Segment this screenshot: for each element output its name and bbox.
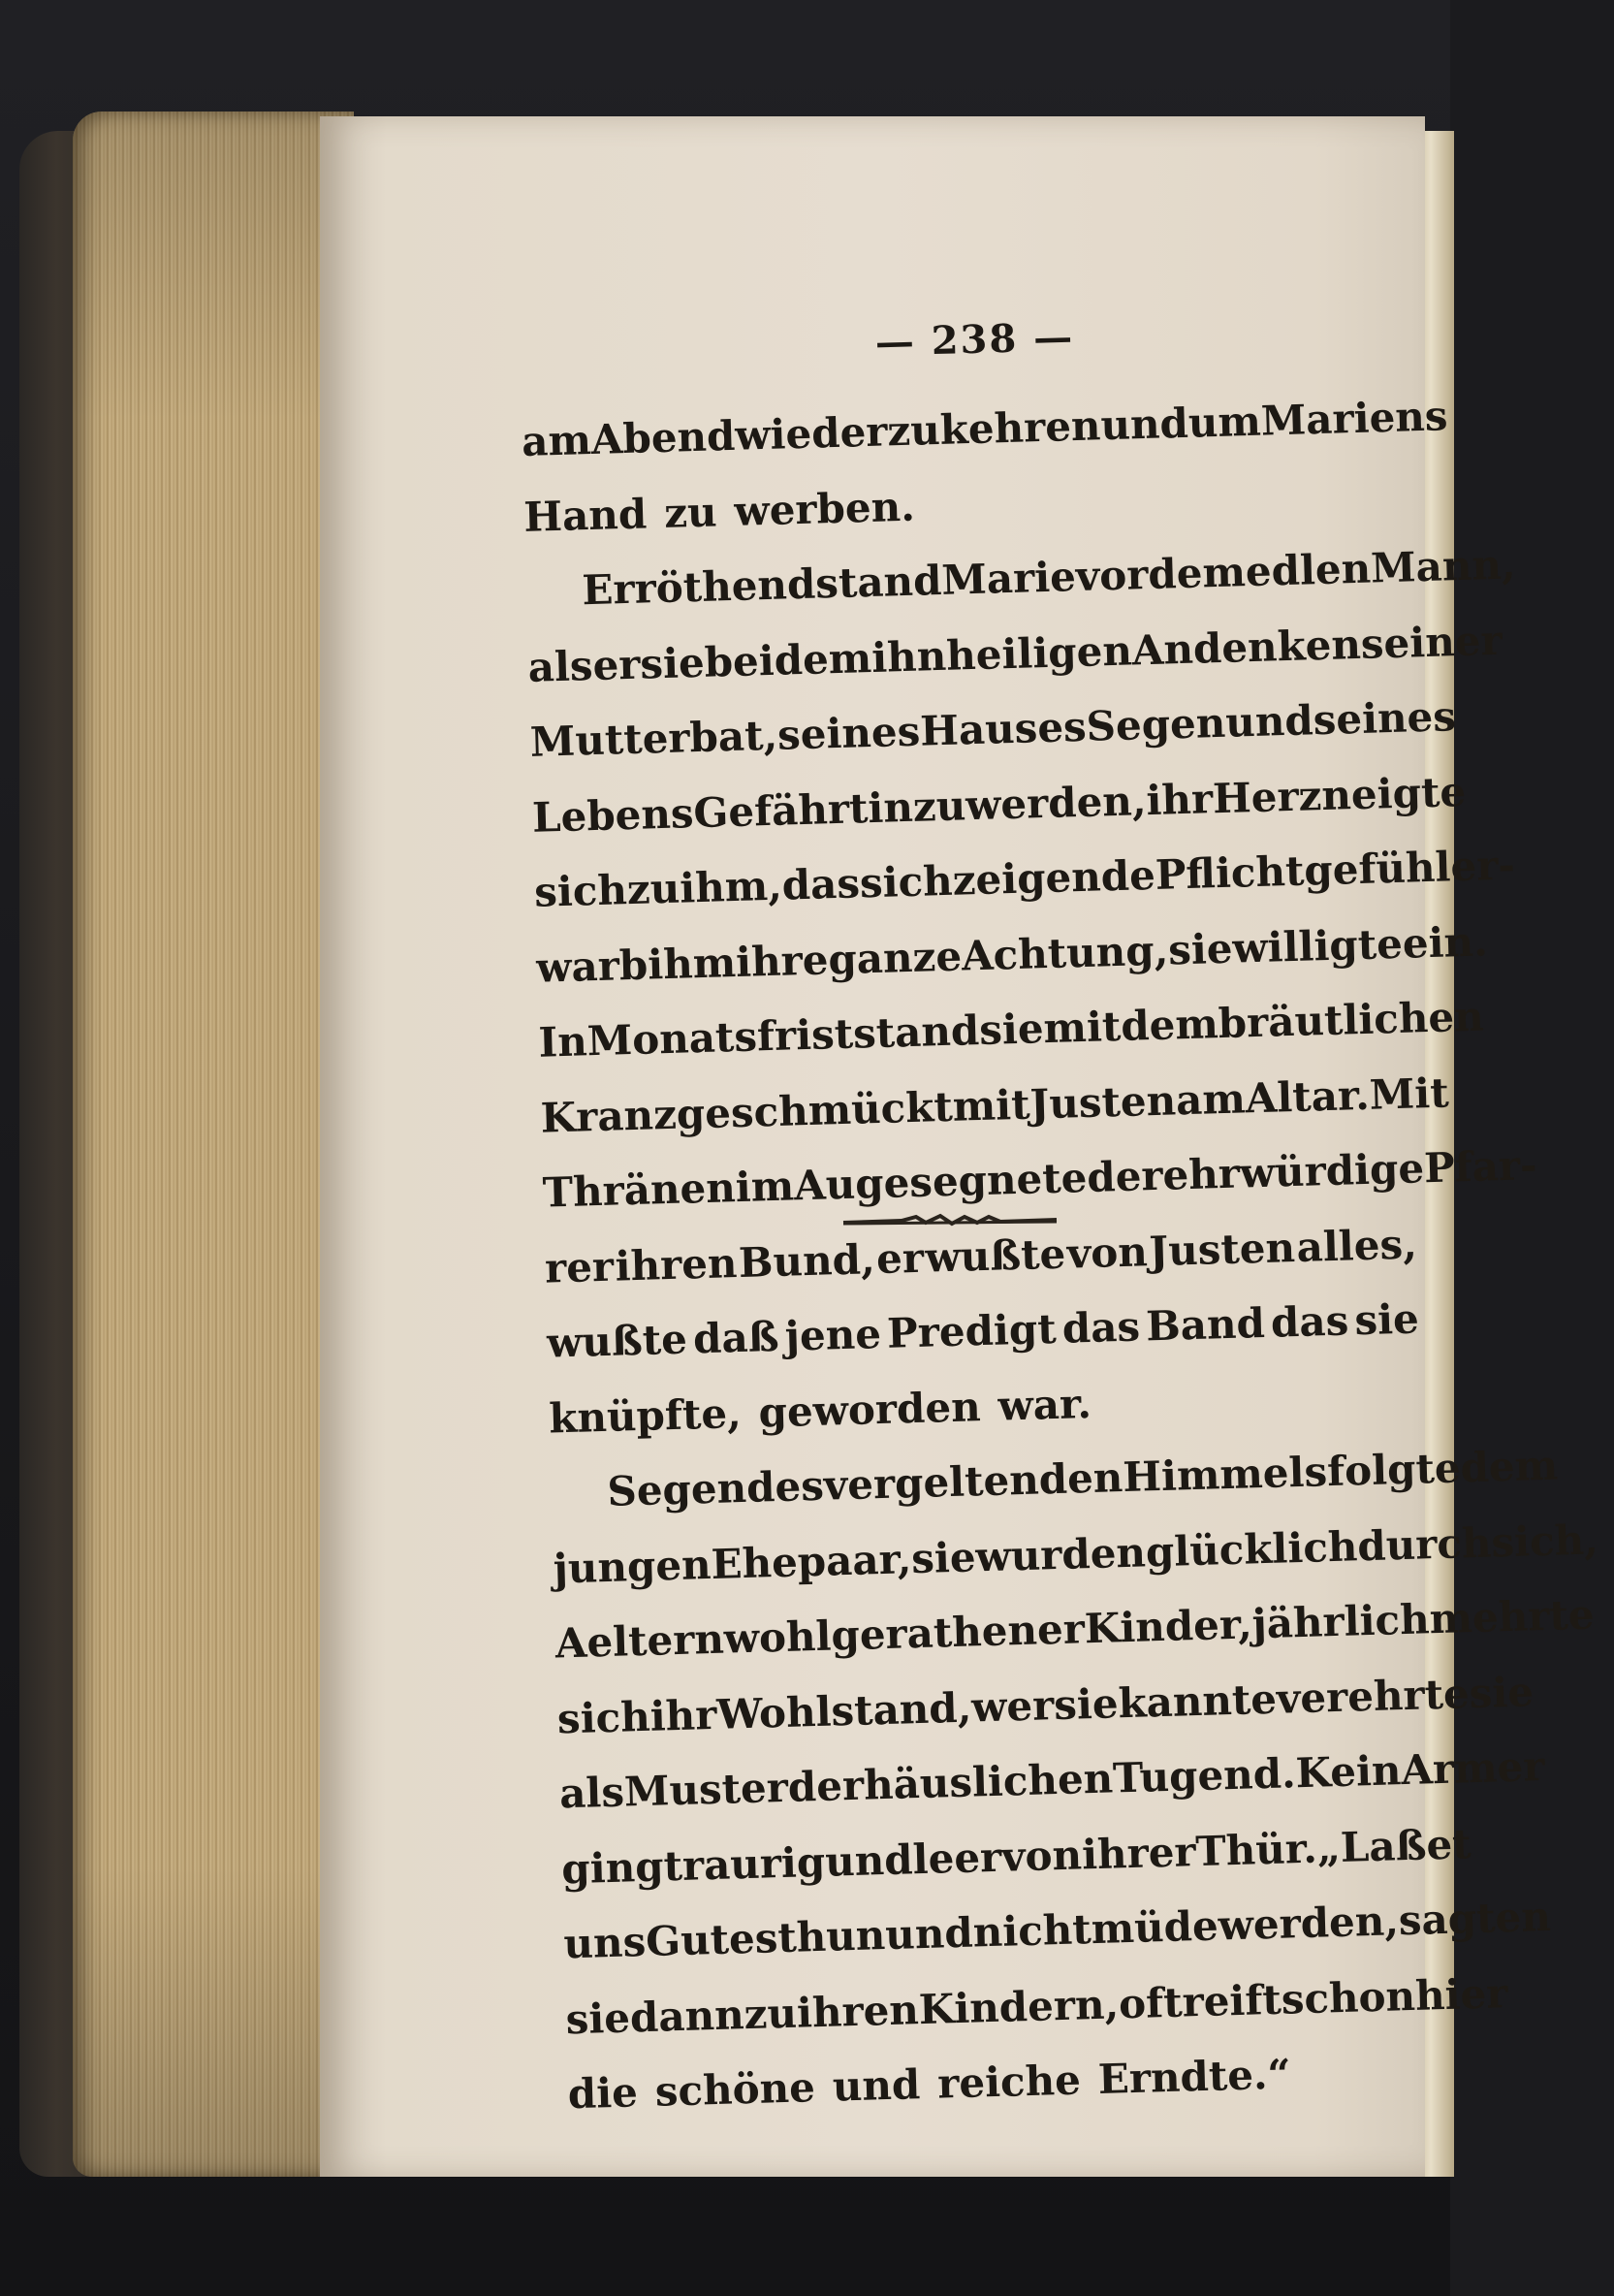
text-word: als xyxy=(558,1768,625,1818)
text-word: Marie xyxy=(940,553,1077,604)
text-word: schöne xyxy=(654,2063,816,2116)
text-word: und xyxy=(1224,696,1314,747)
text-word: Kein xyxy=(1294,1746,1403,1798)
text-word: Predigt xyxy=(886,1304,1058,1357)
text-word: er xyxy=(591,640,642,689)
text-word: Wohlstand, xyxy=(715,1683,972,1738)
text-word: das xyxy=(1270,1296,1349,1347)
text-word: segnete xyxy=(908,1153,1089,1207)
text-word: oft xyxy=(1118,1978,1184,2027)
text-word: dem xyxy=(1120,1000,1219,1050)
text-word: er xyxy=(875,1233,925,1283)
text-word: Mit xyxy=(1369,1068,1450,1119)
text-word: ihn xyxy=(870,631,947,682)
text-word: zu xyxy=(743,1989,798,2038)
text-word: müde xyxy=(1090,1901,1219,1954)
text-word: seines xyxy=(1313,692,1457,745)
text-word: reift xyxy=(1181,1975,1282,2026)
text-word: warb xyxy=(535,941,649,992)
text-word: geworden xyxy=(757,1382,982,1437)
text-word: das xyxy=(781,859,861,909)
text-word: und xyxy=(884,1908,974,1960)
text-word: Erndte.“ xyxy=(1097,2050,1292,2104)
text-word: folgte xyxy=(1326,1444,1462,1496)
text-word: als xyxy=(527,641,594,691)
text-word: reiche xyxy=(936,2056,1082,2108)
text-word: „Laßet xyxy=(1315,1819,1472,1872)
text-word: sie xyxy=(1167,924,1234,974)
text-word: wurden xyxy=(974,1527,1147,1580)
text-word: um xyxy=(1187,397,1262,447)
text-word: In xyxy=(537,1017,588,1067)
text-word: willigte xyxy=(1231,919,1404,973)
text-word: bräutlichen xyxy=(1218,992,1485,1048)
text-word: edlen xyxy=(1245,544,1372,596)
text-word: Justen xyxy=(1029,1075,1177,1129)
text-word: Herz xyxy=(1212,771,1323,822)
text-word: der xyxy=(1086,1151,1164,1201)
text-word: rer xyxy=(544,1242,615,1292)
text-word: ihm, xyxy=(679,861,783,912)
text-word: vor xyxy=(1075,550,1150,601)
text-word: Segen xyxy=(606,1463,747,1515)
page-number: — 238 — xyxy=(874,314,1075,366)
text-word: vergeltenden xyxy=(823,1453,1123,1510)
text-word: sie xyxy=(1353,1294,1420,1345)
text-word: ging xyxy=(560,1841,665,1893)
text-word: Bund, xyxy=(738,1234,876,1287)
text-word: Achtung, xyxy=(961,926,1169,979)
text-word: Muster xyxy=(623,1763,789,1816)
end-ornament-divider xyxy=(843,1207,1057,1236)
text-word: seiner xyxy=(1360,616,1503,668)
text-word: durch xyxy=(1356,1517,1493,1570)
text-word: Auge xyxy=(793,1159,910,1210)
text-word: von xyxy=(1066,1227,1149,1278)
text-word: sich xyxy=(533,866,628,916)
page-edges xyxy=(73,112,354,2177)
text-word: Band xyxy=(1145,1298,1266,1351)
text-word: seines xyxy=(776,707,921,759)
text-word: sich, xyxy=(1490,1515,1599,1566)
text-word: hier xyxy=(1414,1968,1509,2020)
text-word: Monatsfrist xyxy=(586,1009,854,1066)
text-word: stand xyxy=(852,1006,980,1058)
text-word: mit xyxy=(1042,1002,1122,1053)
text-word: nicht xyxy=(972,1905,1092,1957)
text-word: Pfar- xyxy=(1423,1141,1538,1193)
open-book xyxy=(19,92,1599,2206)
text-word: die xyxy=(567,2068,639,2119)
text-word: ihrer xyxy=(1081,1827,1197,1878)
text-word: glücklich xyxy=(1145,1521,1359,1576)
text-word: Abend xyxy=(590,411,737,463)
text-word: sie xyxy=(1053,1678,1120,1729)
text-word: Erröthend xyxy=(581,559,816,615)
text-word: Aeltern xyxy=(554,1614,725,1668)
text-word: mit xyxy=(951,1080,1031,1131)
text-word: wohlgerathener xyxy=(723,1605,1086,1663)
text-word: Pflichtgefühl xyxy=(1155,843,1452,899)
text-word: schon xyxy=(1281,1971,1416,2024)
text-word: Justen xyxy=(1148,1223,1296,1275)
text-word: ihren xyxy=(614,1238,739,1291)
text-word: das xyxy=(1061,1302,1141,1353)
text-word: heiligen xyxy=(945,625,1133,680)
text-word: Gefährtin xyxy=(692,782,914,837)
text-word: und xyxy=(824,1834,914,1886)
text-word: neigte xyxy=(1320,767,1467,819)
text-word: werden, xyxy=(965,776,1148,829)
text-word: werben. xyxy=(733,482,916,535)
text-word: wußte xyxy=(924,1229,1066,1282)
text-word: Mutter xyxy=(529,714,691,766)
text-word: im xyxy=(735,1162,795,1212)
text-word: Lebens xyxy=(531,788,695,842)
text-word: Himmels xyxy=(1122,1448,1328,1502)
text-word: Kinder, xyxy=(1084,1600,1253,1653)
text-word: jungen xyxy=(552,1540,712,1592)
text-word: Armer xyxy=(1400,1742,1546,1795)
text-word: der xyxy=(787,1761,865,1811)
text-word: Segen xyxy=(1085,698,1226,750)
text-word: zu xyxy=(663,487,718,537)
text-word: verehrte xyxy=(1276,1669,1471,1723)
text-word: sagten xyxy=(1398,1892,1552,1945)
text-word: des xyxy=(745,1461,825,1512)
text-word: Gutes xyxy=(645,1914,778,1965)
text-word: und xyxy=(832,2060,921,2111)
text-word: ihren xyxy=(796,1985,920,2037)
text-word: kannte xyxy=(1117,1674,1278,1727)
text-word: von xyxy=(1000,1830,1083,1881)
text-word: werden, xyxy=(1218,1897,1400,1950)
text-word: geschmückt xyxy=(676,1082,954,1138)
text-word: bat, xyxy=(688,711,778,762)
text-word: Mann, xyxy=(1370,540,1517,592)
text-word: thun xyxy=(776,1911,886,1962)
text-word: leer xyxy=(911,1833,1002,1883)
text-word: Thür. xyxy=(1194,1824,1318,1875)
text-word: knüpfte, xyxy=(548,1388,743,1443)
text-word: sie xyxy=(639,638,706,688)
text-word: wußte xyxy=(546,1315,688,1367)
text-word: und xyxy=(1099,399,1189,450)
text-word: zu xyxy=(626,864,680,914)
text-word: zu xyxy=(912,781,966,831)
text-word: sie xyxy=(1468,1667,1535,1717)
text-word: Kranz xyxy=(540,1090,678,1142)
text-word: Tugend. xyxy=(1112,1749,1297,1802)
text-word: uns xyxy=(562,1917,647,1968)
text-word: er- xyxy=(1449,841,1516,891)
text-word: jährlich xyxy=(1250,1595,1431,1648)
text-word: am xyxy=(1175,1073,1247,1124)
text-word: ihr xyxy=(649,1690,717,1740)
text-word: sie xyxy=(978,1004,1045,1055)
text-word: zeigende xyxy=(951,850,1156,905)
text-word: war. xyxy=(997,1379,1092,1430)
text-word: alles, xyxy=(1295,1220,1418,1271)
text-word: sich xyxy=(859,856,954,908)
text-word: ehrwürdige xyxy=(1161,1144,1425,1199)
text-word: dann xyxy=(629,1990,745,2041)
text-word: mehrte xyxy=(1428,1590,1596,1643)
text-word: ein. xyxy=(1402,916,1489,968)
text-word: sie xyxy=(910,1532,977,1582)
text-word: dem xyxy=(1147,548,1247,598)
book-page xyxy=(320,116,1599,2177)
text-word: Ehepaar, xyxy=(710,1534,912,1588)
text-word: am xyxy=(521,415,592,465)
text-word: Thränen xyxy=(542,1164,737,1217)
text-word: sich xyxy=(556,1692,651,1742)
text-word: Hauses xyxy=(919,702,1088,755)
text-word: traurig xyxy=(662,1837,826,1890)
text-word: daß xyxy=(692,1312,780,1363)
text-word: Mariens xyxy=(1260,392,1449,445)
text-word: häuslichen xyxy=(863,1754,1114,1809)
text-word: wer xyxy=(970,1680,1055,1731)
text-word: jene xyxy=(784,1309,882,1360)
text-word: dem xyxy=(773,633,872,685)
text-word: ganze xyxy=(827,931,963,983)
text-word: dem xyxy=(1459,1441,1559,1492)
text-word: stand xyxy=(814,556,943,608)
text-word: Kindern, xyxy=(918,1979,1120,2033)
text-word: Andenken xyxy=(1131,620,1362,674)
text-word: bei xyxy=(703,636,775,686)
text-word: ihre xyxy=(735,935,830,986)
text-word: Hand xyxy=(522,489,648,541)
text-word: Altar. xyxy=(1245,1070,1371,1122)
text-lines xyxy=(521,380,1599,2132)
text-word: ihm xyxy=(647,938,737,989)
text-word: ihr xyxy=(1145,774,1214,824)
text-word: sie xyxy=(564,1993,631,2043)
text-word: wiederzukehren xyxy=(734,401,1102,460)
